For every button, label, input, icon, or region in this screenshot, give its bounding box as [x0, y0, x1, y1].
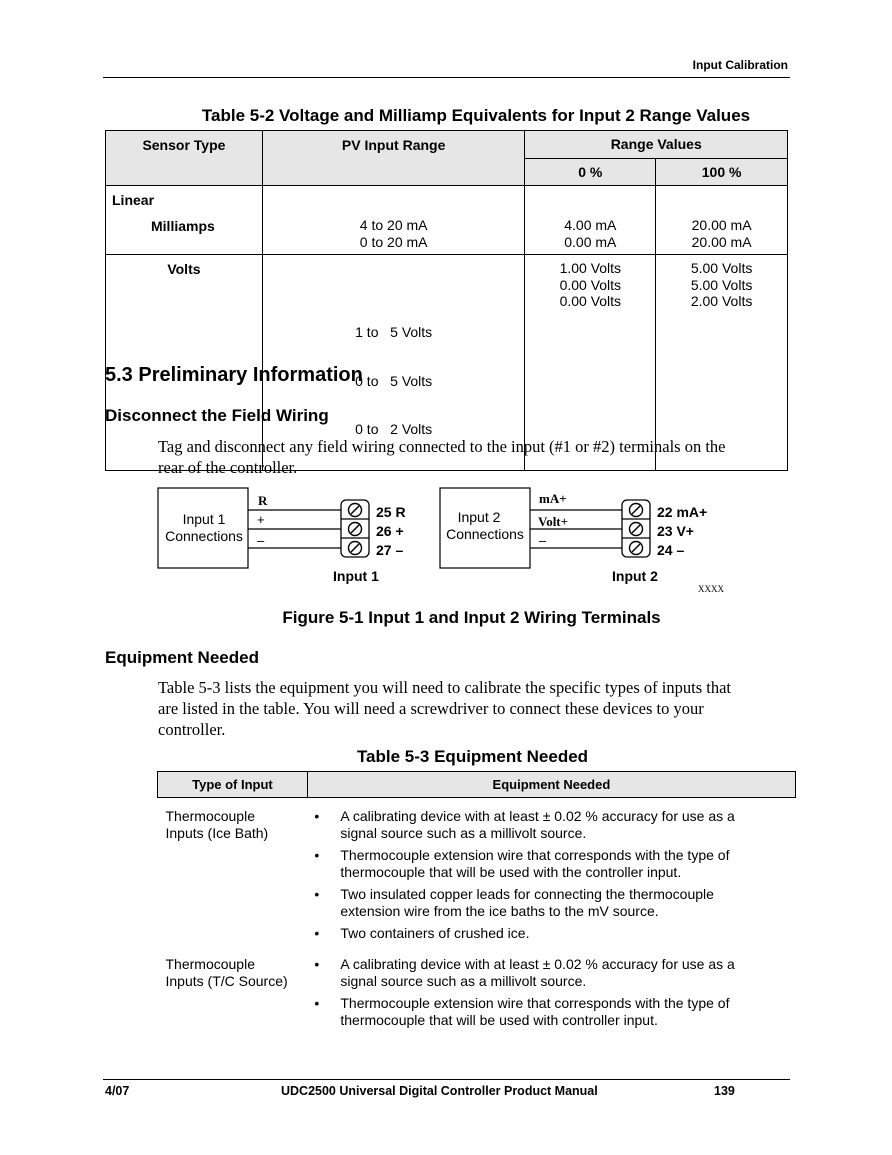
- list-item-line: thermocouple that will be used with the controller input.: [340, 864, 682, 880]
- paragraph-line: rear of the controller.: [158, 458, 298, 477]
- figure-5-1-caption: Figure 5-1 Input 1 and Input 2 Wiring Terminals: [282, 608, 661, 627]
- terminal-label: 25 R: [376, 504, 406, 520]
- wire-label: +: [257, 512, 265, 527]
- input2-caption: Input 2: [612, 568, 658, 584]
- input1-box-label: Input 1: [182, 511, 226, 527]
- table-cell: 5.00 Volts: [690, 260, 753, 276]
- list-item: [307, 956, 795, 990]
- equipment-list: [307, 808, 795, 942]
- milliamps-label: Milliamps: [151, 218, 215, 234]
- table-cell: Thermocouple: [165, 808, 255, 824]
- table-cell: Inputs (T/C Source): [165, 973, 288, 989]
- col-header-equipment-needed: Equipment Needed: [307, 772, 795, 798]
- wire-label: –: [257, 533, 265, 548]
- terminal-label: 27 –: [376, 542, 404, 558]
- linear-label: Linear: [112, 192, 155, 208]
- wire-label: R: [258, 493, 268, 508]
- table-cell: 2.00 Volts: [690, 293, 753, 309]
- col-header-100-percent: 100 %: [656, 158, 788, 186]
- table-5-2-caption: Table 5-2 Voltage and Milliamp Equivalents for Input 2 Range Values: [201, 106, 751, 125]
- table-row: [158, 798, 796, 948]
- list-item: [307, 925, 795, 942]
- table-cell: 1.00 Volts: [559, 260, 622, 276]
- paragraph-line: controller.: [158, 720, 226, 739]
- screw-icon: [349, 542, 362, 555]
- terminal-label: 24 –: [657, 542, 685, 558]
- paragraph-line: are listed in the table. You will need a screwdriver to connect these devices to your: [158, 699, 704, 718]
- equipment-cell: [307, 798, 795, 948]
- list-item-line: • Two insulated copper leads for connecting the thermocouple: [340, 886, 714, 902]
- page-number: 139: [714, 1084, 735, 1098]
- list-item-line: • Thermocouple extension wire that corresponds with the type of: [340, 847, 730, 863]
- table-cell: 0 to 5 Volts: [355, 372, 433, 389]
- input-type-cell: [158, 947, 308, 1034]
- equipment-cell: [307, 947, 795, 1034]
- table-row: [158, 947, 796, 1034]
- table-cell: 4.00 mA: [564, 217, 617, 233]
- figure-code: XXXX: [698, 584, 724, 594]
- list-item-line: signal source such as a millivolt source.: [340, 973, 587, 989]
- screw-icon: [630, 542, 643, 555]
- list-item-line: • A calibrating device with at least ± 0.02 % accuracy for use as a: [340, 808, 735, 824]
- table-cell: 20.00 mA: [691, 233, 752, 250]
- col-header-0-percent: 0 %: [525, 158, 656, 186]
- col-header-sensor-type: Sensor Type: [106, 131, 263, 186]
- screw-icon: [349, 504, 362, 517]
- wire-label: Volt+: [538, 514, 569, 529]
- table-cell: 0.00 Volts: [559, 293, 622, 309]
- input1-box-label: Connections: [165, 528, 243, 544]
- terminal-block: [622, 500, 650, 557]
- input-type-cell: [158, 798, 308, 948]
- disconnect-heading: Disconnect the Field Wiring: [105, 406, 329, 425]
- table-cell: Thermocouple: [165, 956, 255, 972]
- paragraph-line: Table 5-3 lists the equipment you will need to calibrate the specific types of inputs that: [158, 678, 731, 697]
- screw-icon: [630, 523, 643, 536]
- table-5-3: [157, 771, 796, 1034]
- table-cell: 1 to 5 Volts: [355, 324, 433, 340]
- footer-date: 4/07: [105, 1084, 130, 1098]
- list-item-line: • Thermocouple extension wire that corresponds with the type of: [340, 995, 730, 1011]
- volts-label: Volts: [167, 261, 201, 277]
- terminal-label: 26 +: [376, 523, 404, 539]
- input2-box-label: Connections: [446, 526, 524, 542]
- list-item-line: extension wire from the ice baths to the mV source.: [340, 903, 659, 919]
- equipment-paragraph: [158, 677, 798, 740]
- table-cell: 5.00 Volts: [690, 276, 753, 293]
- list-item-line: thermocouple that will be used with controller input.: [340, 1012, 658, 1028]
- screw-icon: [630, 504, 643, 517]
- terminal-block: [341, 500, 369, 557]
- list-item-line: • Two containers of crushed ice.: [340, 925, 530, 941]
- wire-label: mA+: [539, 491, 567, 506]
- table-cell: 20.00 mA: [691, 217, 752, 233]
- list-item-line: signal source such as a millivolt source.: [340, 825, 587, 841]
- table-cell: Inputs (Ice Bath): [165, 825, 269, 841]
- col-header-type-of-input: Type of Input: [158, 772, 308, 798]
- terminal-label: 23 V+: [657, 523, 694, 539]
- col-header-pv-input-range: PV Input Range: [262, 131, 525, 186]
- equipment-heading: Equipment Needed: [105, 648, 259, 667]
- table-cell: 4 to 20 mA: [359, 217, 428, 233]
- footer-rule: [103, 1079, 790, 1080]
- input2-diagram: [440, 488, 707, 584]
- table-cell: 0 to 2 Volts: [355, 421, 433, 437]
- table-5-3-caption: Table 5-3 Equipment Needed: [356, 747, 589, 766]
- input2-box-label: Input 2: [457, 509, 501, 525]
- input1-diagram: [158, 488, 406, 584]
- paragraph-line: Tag and disconnect any field wiring connected to the input (#1 or #2) terminals on the: [158, 437, 726, 456]
- equipment-list: [307, 956, 795, 1029]
- screw-icon: [349, 523, 362, 536]
- wire-label: –: [539, 533, 547, 548]
- footer-title: UDC2500 Universal Digital Controller Product Manual: [281, 1084, 598, 1098]
- table-cell: 0.00 Volts: [559, 276, 622, 293]
- list-item: [307, 808, 795, 842]
- table-cell: 0.00 mA: [564, 233, 617, 250]
- list-item: [307, 847, 795, 881]
- list-item-line: • A calibrating device with at least ± 0.02 % accuracy for use as a: [340, 956, 735, 972]
- table-cell: 0 to 20 mA: [359, 233, 428, 250]
- terminal-label: 22 mA+: [657, 504, 708, 520]
- running-header: Input Calibration: [692, 58, 788, 72]
- input1-caption: Input 1: [333, 568, 379, 584]
- list-item: [307, 995, 795, 1029]
- col-header-range-values: Range Values: [525, 131, 788, 159]
- list-item: [307, 886, 795, 920]
- section-heading: 5.3 Preliminary Information: [105, 364, 363, 386]
